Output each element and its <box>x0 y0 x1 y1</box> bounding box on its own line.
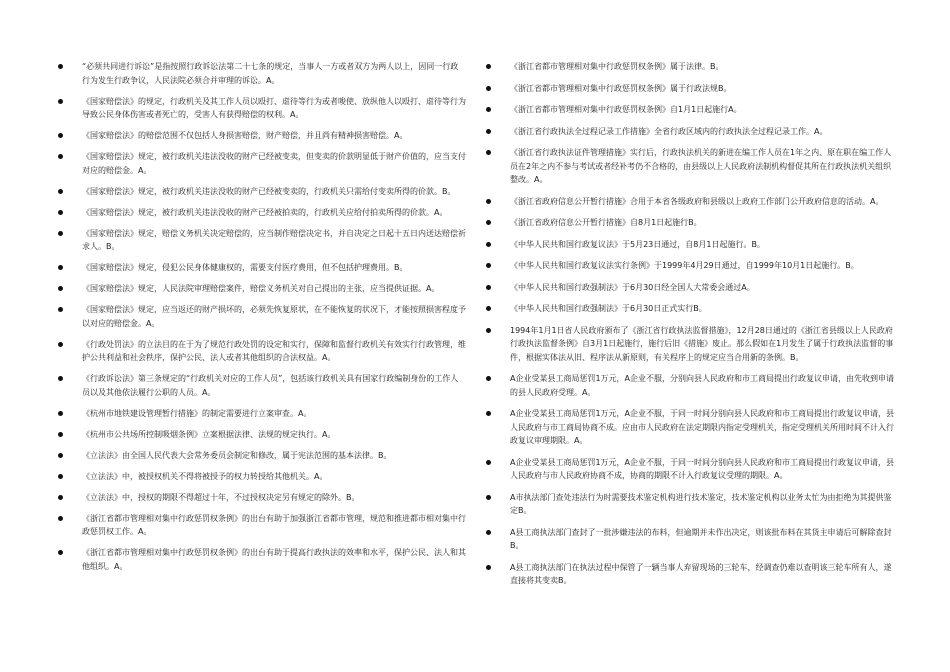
list-item <box>484 216 898 230</box>
bullet-icon <box>58 210 63 215</box>
list-item-text: 《浙江省都市管理相对集中行政惩罚权条例》自1月1日起施行A。 <box>510 105 742 114</box>
list-item-text: 《国家赔偿法》的规定，行政机关及其工作人员以殴打、虐待等行为或者唆使、放纵他人以殴打、虐待等行为导致公民身体伤害或者死亡的，受害人有获得赔偿的权利。A。 <box>82 96 466 119</box>
bullet-icon <box>486 565 491 570</box>
bullet-icon <box>486 285 491 290</box>
bullet-icon <box>486 328 491 333</box>
list-item-text: 《国家赔偿法》规定，赔偿义务机关决定赔偿的，应当制作赔偿决定书，并自决定之日起十五日内送达赔偿祈求人。B。 <box>82 228 466 251</box>
list-item-text: 《行政处罚法》的立法目的在于为了规范行政处罚的设定和实行，保障和监督行政机关有效实行行政管理，维护公共利益和社会秩序，保护公民、法人或者其他组织的合法权益。A。 <box>82 339 466 362</box>
bullet-icon <box>58 265 63 270</box>
list-item <box>56 470 466 484</box>
list-item-text: 《国家赔偿法》规定，被行政机关违法没收的财产已经被变卖，但变卖的价款明显低于财产价值的，应当支付对应的赔偿金。A。 <box>82 152 466 175</box>
bullet-icon <box>486 64 491 69</box>
list-item-text: 《行政诉讼法》第三条规定的“行政机关对应的工作人员”，包括该行政机关具有国家行政编制身份的工作人员以及其他依法履行公职的人员。A。 <box>82 374 459 397</box>
list-item-text: A县工商执法部门在执法过程中保管了一辆当事人弃留现场的三轮车，经调查仍难以查明该三轮车所有人，遂直接将其变卖B。 <box>510 562 892 585</box>
bullet-icon <box>58 516 63 521</box>
list-item <box>56 512 466 539</box>
list-item-text: 《浙江省行政执法全过程记录工作措施》全省行政区域内的行政执法全过程记录工作。A。 <box>510 126 828 136</box>
list-item <box>56 95 466 122</box>
list-item <box>56 150 466 177</box>
bullet-icon <box>486 242 491 247</box>
list-item-text: 《立法法》由全国人民代表大会常务委员会制定和修改，属于宪法范围的基本法律。B。 <box>82 450 392 460</box>
list-item <box>484 372 898 399</box>
list-item <box>484 456 898 483</box>
bullet-icon <box>486 150 491 155</box>
list-item <box>56 282 466 296</box>
list-item <box>56 129 466 143</box>
list-item <box>484 302 898 316</box>
bullet-icon <box>58 550 63 555</box>
bullet-icon <box>486 530 491 535</box>
list-item-text: 1994年1月1日省人民政府颁布了《浙江省行政执法监督措施》，12月28日通过的《浙江省县级以上人民政府行政执法监督条例》自3月1日起施行，施行后旧《措施》废止。那么假如在1月发生了属于行政执法监督的事件，根据实体法从旧、程序法从新原则，有关程序上的规定应当合用新的条例。B。 <box>510 325 894 362</box>
bullet-icon <box>486 411 491 416</box>
list-item <box>56 261 466 275</box>
list-item <box>484 125 898 139</box>
list-item <box>56 185 466 199</box>
list-item-text: A县工商执法部门查封了一批涉嫌违法的布料，但逾期并未作出决定，则该批布料在其货主申请后可解除查封B。 <box>510 527 892 550</box>
list-item <box>56 60 466 87</box>
list-item-text: 《国家赔偿法》规定，被行政机关违法没收的财产已经被拍卖的，行政机关应给付拍卖所得的价款。A。 <box>82 207 448 217</box>
list-item-text: 《浙江省行政执法证件管理措施》实行后，行政执法机关的新进在编工作人员在1年之内、原在职在编工作人员在2年之内不参与考试或者经补考仍不合格的，由县级以上人民政府法制机构督促其所在行政执法机关组织整改。A。 <box>510 148 892 184</box>
list-item-text: A企业受某县工商局惩罚1万元，A企业不服，于同一时间分别向县人民政府和市工商局提出行政复议申请，县人民政府与市人民政府协商不成，协商的期限不计入行政复议受理的期限。A。 <box>510 457 895 480</box>
list-item <box>484 238 898 252</box>
list-item-text: 《杭州市公共场所控制吸烟条例》立案根据法律、法规的规定执行。A。 <box>82 429 336 439</box>
bullet-icon <box>58 453 63 458</box>
list-item <box>56 449 466 463</box>
list-item <box>484 561 898 588</box>
list-item-text: 《杭州市地铁建设管理暂行措施》的制定需要进行立案审查。A。 <box>82 408 312 418</box>
bullet-icon <box>486 86 491 91</box>
list-item-text: A市执法部门查处违法行为时需要技术鉴定机构进行技术鉴定，技术鉴定机构以业务太忙为由拒绝为其提供鉴定B。 <box>510 492 892 515</box>
bullet-icon <box>486 460 491 465</box>
list-item-text: 《中华人民共和国行政复议法》于5月23日通过，自8月1日起施行。B。 <box>510 239 765 249</box>
bullet-icon <box>58 154 63 159</box>
list-item <box>484 407 898 448</box>
bullet-icon <box>58 307 63 312</box>
bullet-icon <box>58 474 63 479</box>
bullet-icon <box>486 376 491 381</box>
list-item-text: 《国家赔偿法》规定，人民法院审理赔偿案件，赔偿义务机关对自己提出的主张，应当提供证据。A。 <box>82 284 440 293</box>
list-item <box>56 338 466 365</box>
bullet-icon <box>486 129 491 134</box>
list-item-text: 《中华人民共和国行政复议法实行条例》于1999年4月29日通过，自1999年10月1日起施行。B。 <box>510 261 859 270</box>
list-item-text: “必须共同进行诉讼”是指按照行政诉讼法第二十七条的规定，当事人一方或者双方为两人以上，因同一行政行为发生行政争议，人民法院必须合并审理的诉讼。A。 <box>82 62 459 85</box>
list-item <box>56 428 466 442</box>
bullet-icon <box>58 495 63 500</box>
list-item <box>484 82 898 96</box>
list-item <box>484 103 898 117</box>
list-item <box>484 259 898 273</box>
list-item <box>56 303 466 330</box>
list-item <box>484 146 898 187</box>
right-column <box>484 60 898 596</box>
bullet-icon <box>58 231 63 236</box>
list-item <box>56 407 466 421</box>
bullet-icon <box>58 411 63 416</box>
list-item <box>56 227 466 254</box>
bullet-icon <box>486 199 491 204</box>
list-item <box>484 526 898 553</box>
list-item-text: 《中华人民共和国行政强制法》于6月30日经全国人大常委会通过A。 <box>510 282 755 292</box>
bullet-icon <box>58 432 63 437</box>
list-item <box>56 206 466 220</box>
bullet-icon <box>58 286 63 291</box>
list-item-text: 《浙江省都市管理相对集中行政惩罚权条例》属于行政法规B。 <box>510 83 732 93</box>
bullet-icon <box>58 99 63 104</box>
list-item-text: 《浙江省都市管理相对集中行政惩罚权条例》的出台有助于加强浙江省都市管理，规范和推进都市相对集中行政惩罚权工作。A。 <box>82 513 466 536</box>
list-item <box>56 372 466 399</box>
list-item <box>56 546 466 573</box>
list-item-text: A企业受某县工商局惩罚1万元，A企业不服，分别向县人民政府和市工商局提出行政复议申请，由先收到申请的县人民政府受理。A。 <box>510 374 895 397</box>
list-item <box>484 281 898 295</box>
list-item-text: 《国家赔偿法》的赔偿范围不仅包括人身损害赔偿，财产赔偿，并且尚有精神损害赔偿。A。 <box>82 131 408 140</box>
list-item-text: 《国家赔偿法》规定，应当返还的财产损坏的，必须先恢复原状，在不能恢复的状况下，才能按照损害程度予以对应的赔偿金。A。 <box>82 305 466 328</box>
bullet-icon <box>58 64 63 69</box>
bullet-icon <box>58 376 63 381</box>
list-item-text: 《国家赔偿法》规定，侵犯公民身体健康权的，需要支付医疗费用，但不包括护理费用。B。 <box>82 263 408 272</box>
list-item-text: 《浙江省政府信息公开暂行措施》自8月1日起施行B。 <box>510 218 702 227</box>
bullet-icon <box>486 306 491 311</box>
list-item <box>484 491 898 518</box>
bullet-icon <box>486 220 491 225</box>
list-item <box>484 195 898 209</box>
list-item <box>484 324 898 365</box>
list-item-text: 《浙江省政府信息公开暂行措施》合用于本省各级政府和县级以上政府工作部门公开政府信息的活动。A。 <box>510 196 884 206</box>
list-item <box>56 491 466 505</box>
list-item-text: 《立法法》中，授权的期限不得超过十年，不过授权决定另有规定的除外。B。 <box>82 492 360 502</box>
list-item <box>484 60 898 74</box>
bullet-icon <box>58 133 63 138</box>
bullet-icon <box>486 495 491 500</box>
bullet-icon <box>58 189 63 194</box>
list-item-text: A企业受某县工商局惩罚1万元，A企业不服，于同一时间分别向县人民政府和市工商局提出行政复议申请，县人民政府与市工商局协商不成。应由市人民政府在法定期限内指定受理机关，指定受理机关所用时间不计入行政复议审理期限。A。 <box>510 409 895 445</box>
bullet-icon <box>486 263 491 268</box>
list-item-text: 《中华人民共和国行政强制法》于6月30日正式实行B。 <box>510 304 707 313</box>
bullet-icon <box>58 342 63 347</box>
bullet-icon <box>486 107 491 112</box>
list-item-text: 《浙江省都市管理相对集中行政惩罚权条例》的出台有助于提高行政执法的效率和水平，保护公民、法人和其他组织。A。 <box>82 548 466 571</box>
left-column <box>56 60 466 581</box>
list-item-text: 《浙江省都市管理相对集中行政惩罚权条例》属于法律。B。 <box>510 62 724 71</box>
list-item-text: 《立法法》中，被授权机关不得将被授予的权力转授给其他机关。A。 <box>82 471 328 481</box>
list-item-text: 《国家赔偿法》规定，被行政机关违法没收的财产已经被变卖的，行政机关只需给付变卖所得的价款。B。 <box>82 186 456 196</box>
